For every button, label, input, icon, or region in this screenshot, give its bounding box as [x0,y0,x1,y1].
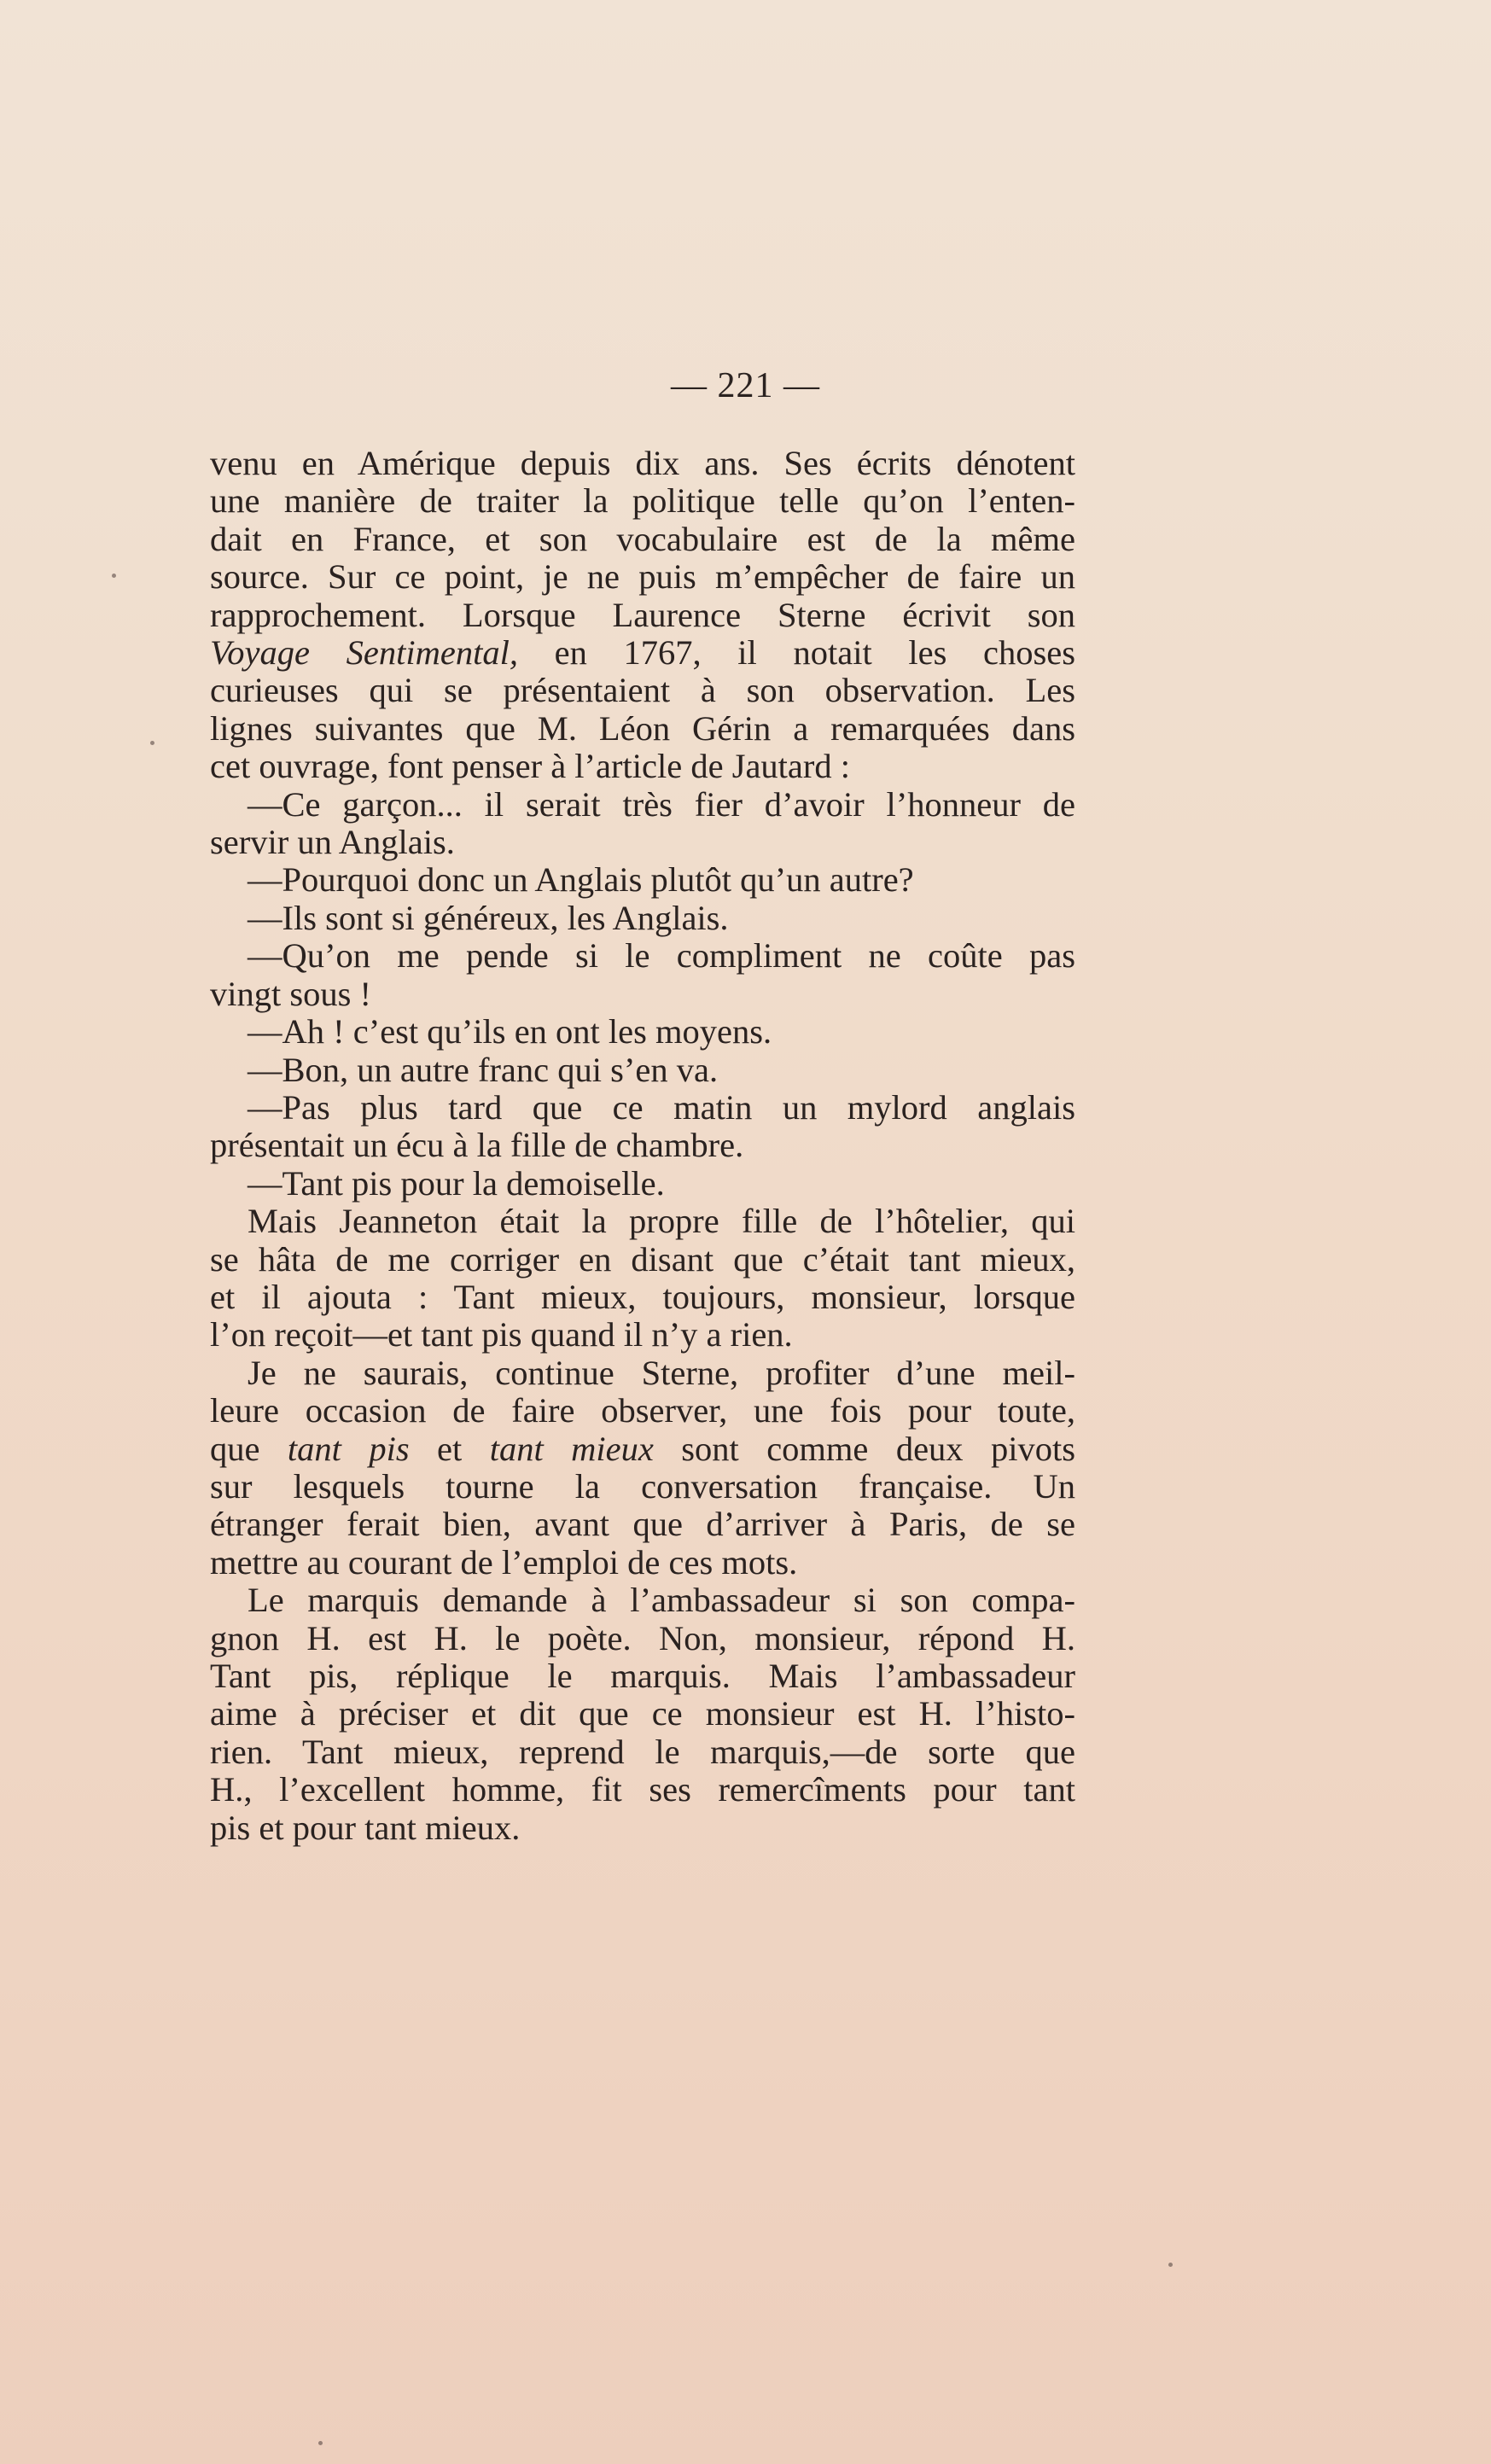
text-line: sur lesquels tourne la conversation française. Un [210,1466,1075,1506]
text-line: servir un Anglais. [210,823,455,862]
text-line: vingt sous ! [210,974,372,1013]
text-line: Je ne saurais, continue Sterne, profiter d’une meil- [248,1353,1075,1392]
text-line: Voyage Sentimental, en 1767, il notait les choses [210,633,1075,673]
paper-speck [150,741,154,745]
text-line: source. Sur ce point, je ne puis m’empêcher de faire un [210,557,1075,597]
text-line: et il ajouta : Tant mieux, toujours, monsieur, lorsque [210,1277,1075,1316]
text-line: H., l’excellent homme, fit ses remercîments pour tant [210,1770,1075,1809]
text-line: présentait un écu à la fille de chambre. [210,1126,744,1165]
text-line: —Tant pis pour la demoiselle. [248,1163,665,1203]
text-line: —Ce garçon... il serait très fier d’avoir l’honneur de [248,784,1075,824]
page-number: — 221 — [671,366,820,405]
body-text [210,445,1075,1847]
paper-speck [318,2441,323,2445]
text-line: curieuses qui se présentaient à son observation. Les [210,671,1075,710]
italic-phrase: tant mieux [489,1429,654,1468]
text-line: Tant pis, réplique le marquis. Mais l’ambassadeur [210,1657,1075,1695]
text-line: dait en France, et son vocabulaire est de la même [210,519,1075,558]
text-line: venu en Amérique depuis dix ans. Ses écrits dénotent [210,444,1075,482]
text-line: leure occasion de faire observer, une fois pour toute, [210,1391,1075,1430]
text-line: une manière de traiter la politique telle qu’on l’enten- [210,481,1075,521]
text-line: Le marquis demande à l’ambassadeur si son compa- [248,1581,1075,1620]
text-line: que tant pis et tant mieux sont comme deux pivots [210,1429,1075,1468]
text-line: —Pas plus tard que ce matin un mylord anglais [248,1087,1075,1127]
text-line: étranger ferait bien, avant que d’arriver à Paris, de se [210,1505,1075,1544]
paper-speck [1168,2263,1173,2267]
text-line: mettre au courant de l’emploi de ces mots. [210,1542,798,1582]
text-line: —Ils sont si généreux, les Anglais. [248,898,729,937]
text-line: cet ouvrage, font penser à l’article de Jautard : [210,747,851,786]
text-line: aime à préciser et dit que ce monsieur est H. l’histo- [210,1694,1075,1733]
text-line: pis et pour tant mieux. [210,1808,521,1847]
italic-phrase: tant pis [287,1429,410,1468]
text-line: rien. Tant mieux, reprend le marquis,—de sorte que [210,1732,1075,1771]
paper-speck [112,574,116,578]
text-line: rapprochement. Lorsque Laurence Sterne écrivit son [210,595,1075,634]
text-line: se hâta de me corriger en disant que c’était tant mieux, [210,1239,1075,1279]
text-line: —Pourquoi donc un Anglais plutôt qu’un autre? [248,860,914,900]
text-line: l’on reçoit—et tant pis quand il n’y a rien. [210,1315,793,1354]
text-line: —Bon, un autre franc qui s’en va. [248,1050,719,1089]
text-line: —Qu’on me pende si le compliment ne coûte pas [248,936,1075,976]
text-line: gnon H. est H. le poète. Non, monsieur, répond H. [210,1618,1075,1657]
text-line: Mais Jeanneton était la propre fille de l’hôtelier, qui [248,1202,1075,1241]
text-line: —Ah ! c’est qu’ils en ont les moyens. [248,1012,772,1051]
text-line: lignes suivantes que M. Léon Gérin a remarquées dans [210,708,1075,748]
italic-title: Voyage Sentimental, [210,633,518,673]
